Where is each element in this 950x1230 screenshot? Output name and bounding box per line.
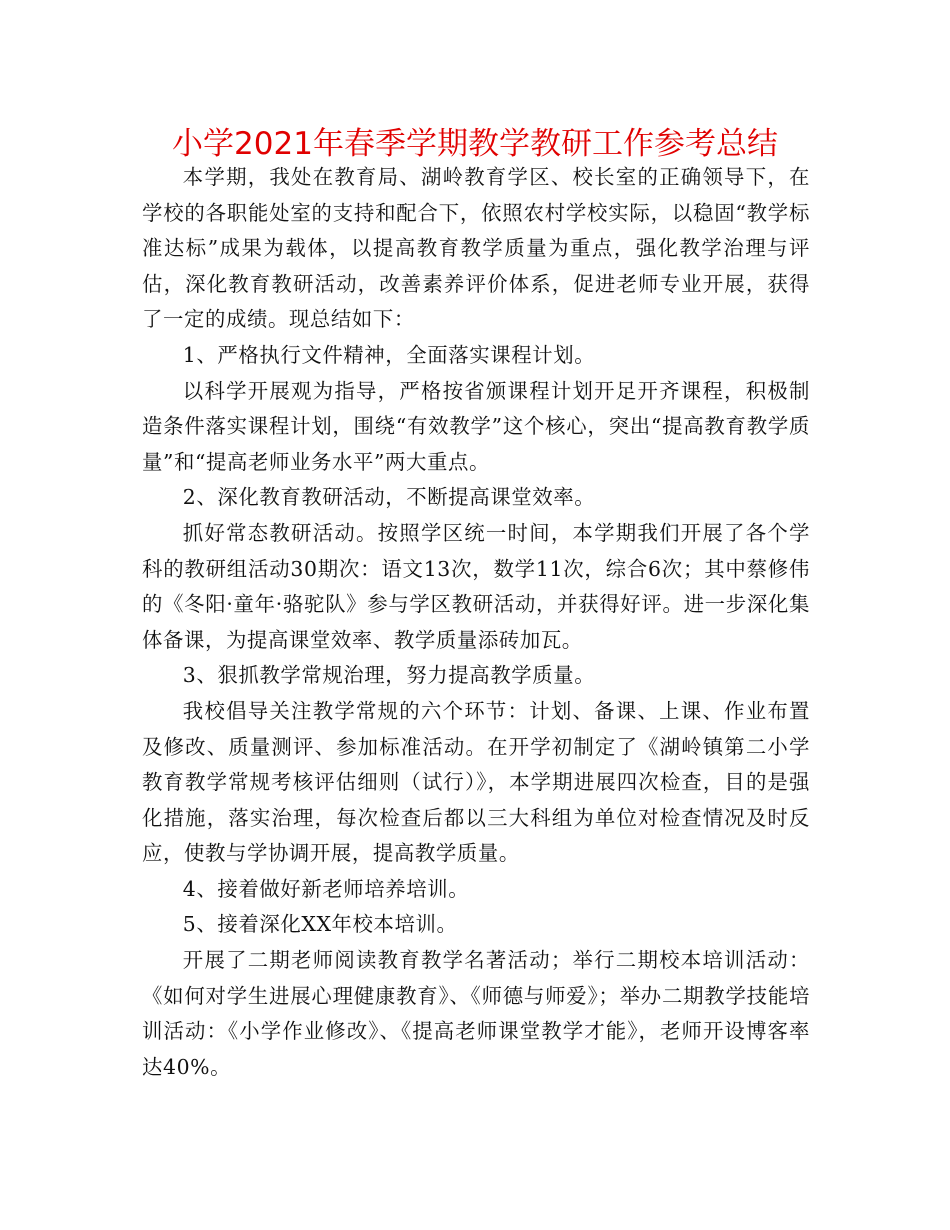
section-heading-1: 1、严格执行文件精神，全面落实课程计划。 (182, 342, 596, 367)
paragraph-section-3: 我校倡导关注教学常规的六个环节：计划、备课、上课、作业布置及修改、质量测评、参加标准活动。在开学初制定了《湖岭镇第二小学教育教学常规考核评估细则（试行）》，本学期进展四次检查，目的是强化措施，落实治理，每次检查后都以三大科组为单位对检查情况及时反应，使教与学协调开展，提高教学质量。 (142, 698, 810, 866)
paragraph-intro: 本学期，我处在教育局、湖岭教育学区、校长室的正确领导下，在学校的各职能处室的支持和配合下，依照农村学校实际，以稳固“教学标准达标”成果为载体，以提高教育教学质量为重点，强化教学治理与评估，深化教育教研活动，改善素养评价体系，促进老师专业开展，获得了一定的成绩。现总结如下： (142, 165, 810, 332)
document-title: 小学2021年春季学期教学教研工作参考总结 (172, 126, 778, 162)
document-body (142, 160, 810, 1085)
paragraph-section-5: 开展了二期老师阅读教育教学名著活动；举行二期校本培训活动：《如何对学生进展心理健康教育》、《师德与师爱》；举办二期教学技能培训活动：《小学作业修改》、《提高老师课堂教学才能》，老师开设博客率达40%。 (142, 948, 810, 1079)
section-heading-2: 2、深化教育教研活动，不断提高课堂效率。 (182, 485, 596, 510)
paragraph-section-2: 抓好常态教研活动。按照学区统一时间，本学期我们开展了各个学科的教研组活动30期次：语文13次，数学11次，综合6次；其中蔡修伟的《冬阳·童年·骆驼队》参与学区教研活动，并获得好评。进一步深化集体备课，为提高课堂效率、教学质量添砖加瓦。 (142, 520, 810, 652)
paragraph-section-1: 以科学开展观为指导，严格按省颁课程计划开足开齐课程，积极制造条件落实课程计划，围绕“有效教学”这个核心，突出“提高教育教学质量”和“提高老师业务水平”两大重点。 (142, 378, 810, 474)
section-heading-3: 3、狠抓教学常规治理，努力提高教学质量。 (182, 663, 596, 688)
section-heading-4: 4、接着做好新老师培养培训。 (182, 876, 470, 901)
section-heading-5: 5、接着深化XX年校本培训。 (182, 912, 458, 937)
